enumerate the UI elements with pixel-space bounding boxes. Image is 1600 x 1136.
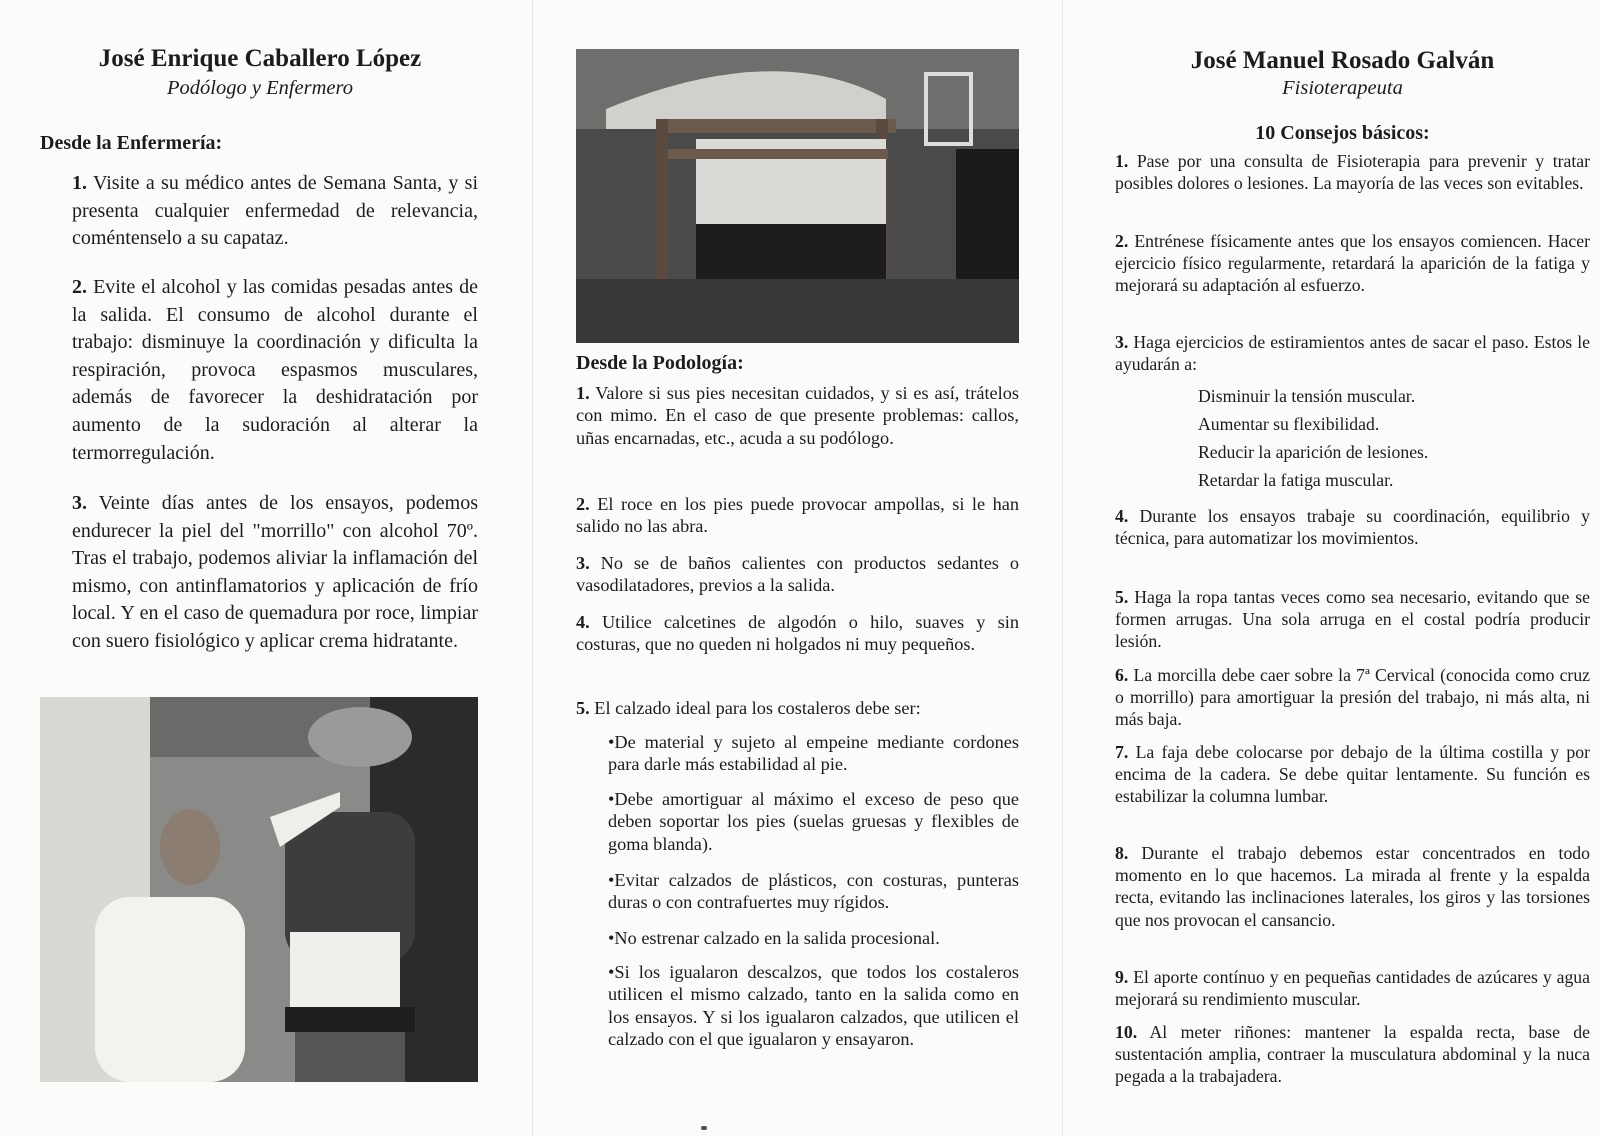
panel-middle [550,0,1040,1136]
bullet-item: •No estrenar calzado en la salida procesional. [608,928,940,948]
sublist-item: Aumentar su flexibilidad. [1198,414,1380,434]
bullet-item: •Si los igualaron descalzos, que todos los costaleros utilicen el mismo calzado, tanto en la salida como en los ensayos. Y si los igualaron calzados, que utilicen el calzado con el que igualaron y ensayaron. [608,962,1019,1050]
list-item: 3. Veinte días antes de los ensayos, podemos endurecer la piel del "morrillo" con alcohol 70º. Tras el trabajo, podemos aliviar la inflamación del mismo, con antinflamatorios y aplicación de frío local. Y en el caso de quemadura por roce, limpiar con suero fisiológico y aplicar crema hidratante. [72,492,478,652]
list-item: 1. Valore si sus pies necesitan cuidados, y si es así, trátelos con mimo. En el caso de que presente problemas: callos, uñas encarnadas, etc., acuda a su podólogo. [576,383,1019,448]
sublist-item: Disminuir la tensión muscular. [1198,386,1416,406]
list-item: 4. Durante los ensayos trabaje su coordinación, equilibrio y técnica, para automatizar los movimientos. [1115,506,1591,549]
author-role: Fisioterapeuta [1282,77,1403,99]
list-item: 7. La faja debe colocarse por debajo de la última costilla y por encima de la cadera. Se debe quitar lentamente. Su función es estabilizar la columna lumbar. [1115,742,1590,807]
author-name: José Manuel Rosado Galván [1190,47,1495,74]
photo-costaleros-rehearsal [576,49,1019,343]
list-item: 2. Evite el alcohol y las comidas pesadas antes de la salida. El consumo de alcohol durante el trabajo: disminuye la coordinación y dificulta la respiración, provoca espasmos musculares, además de favorecer la deshidratación por aumento de la sudoración al alterar la termorregulación. [72,276,479,464]
list-item: 5. Haga la ropa tantas veces como sea necesario, evitando que se formen arrugas. Una sola arruga en el costal podría producir lesión. [1115,587,1590,652]
fold-line-left [532,0,533,1136]
photo-bandaging-costalero [40,697,478,1082]
sublist-item: Retardar la fatiga muscular. [1198,470,1394,490]
author-role: Podólogo y Enfermero [167,77,353,99]
list-item: 3. Haga ejercicios de estiramientos antes de sacar el paso. Estos le ayudarán a: [1115,332,1591,375]
panel-right [1085,0,1600,1136]
list-item: 9. El aporte contínuo y en pequeñas cantidades de azúcares y agua mejorará su rendimiento muscular. [1115,967,1590,1010]
list-item: 1. Pase por una consulta de Fisioterapia para prevenir y tratar posibles dolores o lesiones. La mayoría de las veces son evitables. [1115,151,1591,194]
section-heading: 10 Consejos básicos: [1255,122,1430,144]
list-item: 4. Utilice calcetines de algodón o hilo, suaves y sin costuras, que no queden ni holgados ni muy pequeños. [576,612,1019,655]
list-item: 3. No se de baños calientes con productos sedantes o vasodilatadores, previos a la salida. [576,553,1019,596]
fold-line-right [1062,0,1063,1136]
list-item: 2. Entrénese físicamente antes que los ensayos comiencen. Hacer ejercicio físico regularmente, retardará la aparición de la fatiga y mejorará su adaptación al esfuerzo. [1115,231,1591,296]
list-item: 5. El calzado ideal para los costaleros debe ser: [576,698,921,718]
bullet-item: •Debe amortiguar al máximo el exceso de peso que deben soportar los pies (suelas gruesas y flexibles de goma blanda). [608,789,1019,854]
section-heading: Desde la Enfermería: [40,132,223,154]
list-item: 10. Al meter riñones: mantener la espalda recta, base de sustentación amplia, contraer la musculatura abdominal y la nuca pegada a la trabajadera. [1115,1022,1590,1087]
scan-speck [701,1126,707,1130]
sublist-item: Reducir la aparición de lesiones. [1198,442,1429,462]
panel-left [0,0,515,1136]
bullet-item: •Evitar calzados de plásticos, con costuras, punteras duras o con contrafuertes muy rígidos. [608,870,1019,913]
list-item: 8. Durante el trabajo debemos estar concentrados en todo momento en lo que hacemos. La mirada al frente y la espalda recta, evitando las inclinaciones laterales, los giros y las torsiones que nos provocan el cansancio. [1115,843,1590,930]
section-heading: Desde la Podología: [576,352,744,374]
bullet-item: •De material y sujeto al empeine mediante cordones para darle más estabilidad al pie. [608,732,1019,775]
list-item: 1. Visite a su médico antes de Semana Santa, y si presenta cualquier enfermedad de relevancia, coméntenselo a su capataz. [72,172,479,250]
author-name: José Enrique Caballero López [98,45,422,72]
list-item: 6. La morcilla debe caer sobre la 7ª Cervical (conocida como cruz o morrillo) para amortiguar la presión del trabajo, ni más alta, ni más baja. [1115,665,1591,730]
list-item: 2. El roce en los pies puede provocar ampollas, si le han salido no las abra. [576,494,1019,537]
